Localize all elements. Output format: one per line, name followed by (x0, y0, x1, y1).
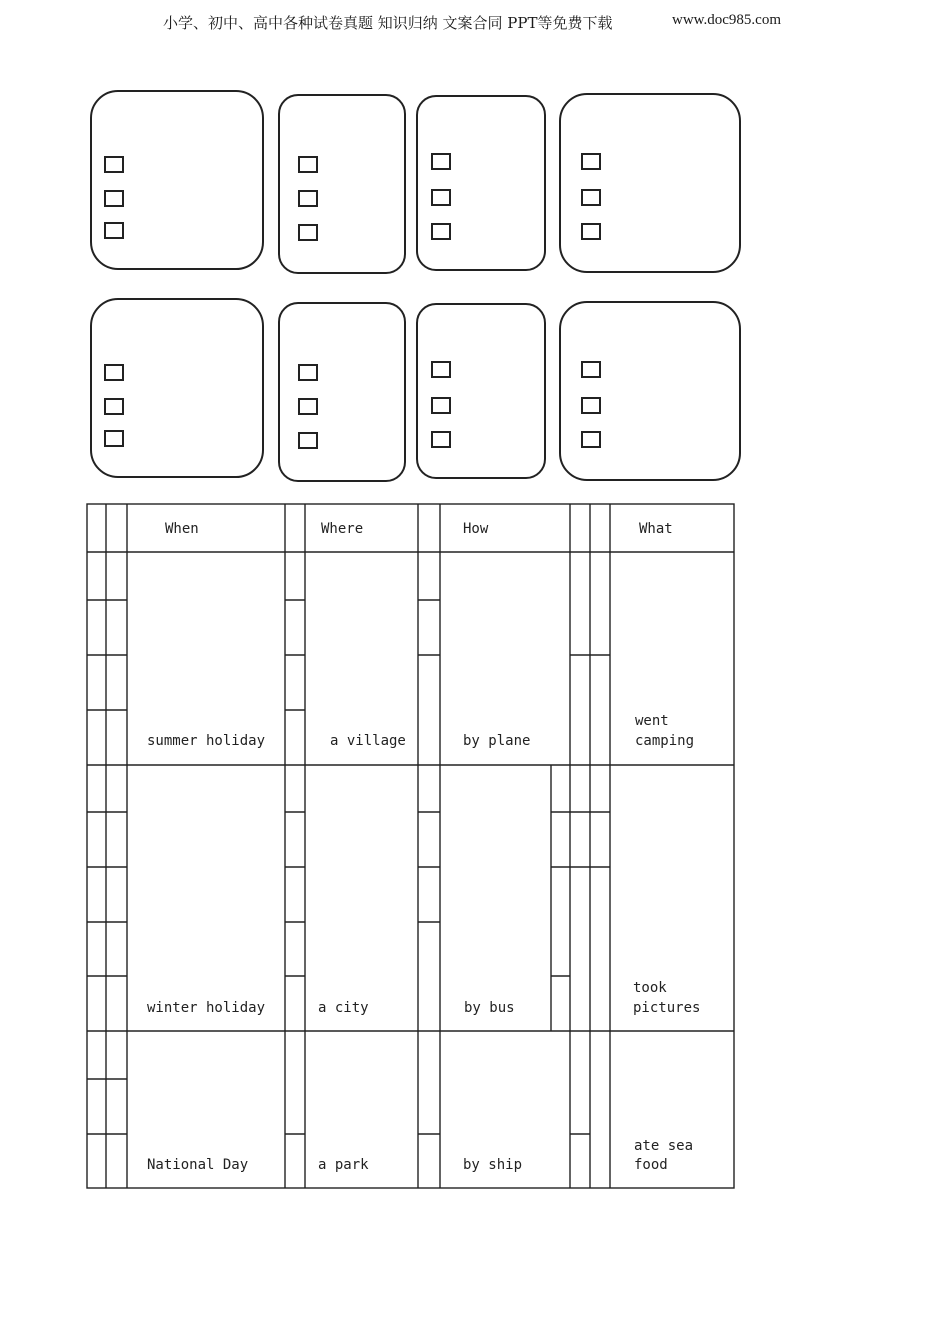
header-what: What (639, 521, 673, 537)
cell-what-line2: food (634, 1157, 668, 1173)
cell-what-line1: took (633, 980, 667, 996)
cell-when: summer holiday (147, 733, 266, 749)
header-when: When (165, 521, 199, 537)
cell-when: National Day (147, 1157, 249, 1173)
cell-where: a city (318, 1000, 369, 1016)
cell-how: by ship (463, 1157, 523, 1173)
header-where: Where (321, 521, 364, 537)
cell-what-line1: ate sea (634, 1138, 694, 1154)
cell-how: by plane (463, 733, 531, 749)
cell-what-line2: camping (635, 733, 695, 749)
cell-where: a village (330, 733, 406, 749)
cell-when: winter holiday (147, 1000, 266, 1016)
banner-text: 小学、初中、高中各种试卷真题 知识归纳 文案合同 PPT等免费下载 (163, 14, 613, 32)
cell-how: by bus (464, 1000, 515, 1016)
cell-what-line1: went (635, 713, 669, 729)
banner-url: www.doc985.com (672, 12, 782, 28)
cell-what-line2: pictures (633, 1000, 701, 1016)
cell-where: a park (318, 1157, 369, 1173)
header-how: How (463, 521, 489, 537)
